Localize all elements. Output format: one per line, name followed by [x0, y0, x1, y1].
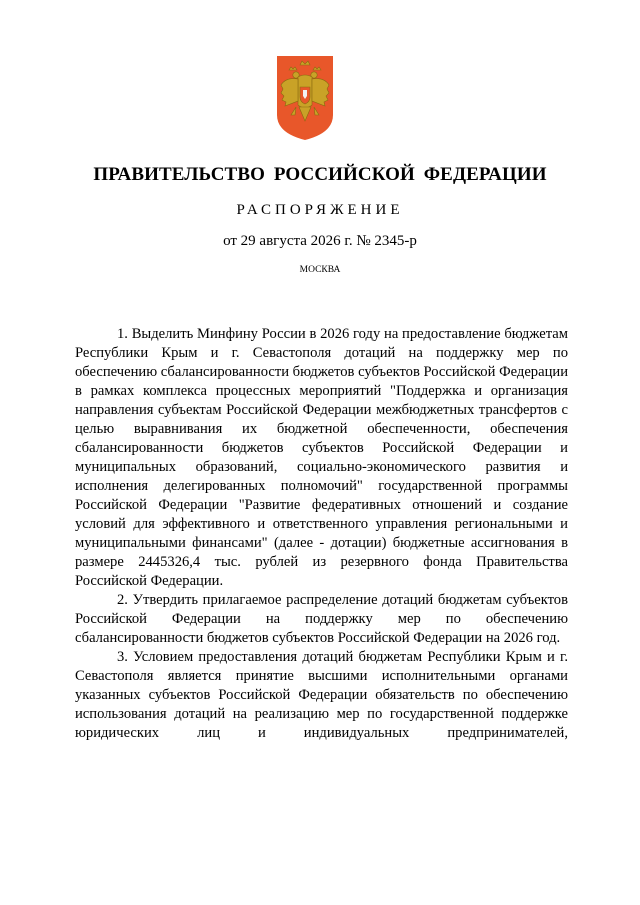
paragraph-2: 2. Утвердить прилагаемое распределение дотаций бюджетам субъектов Российской Федерации на поддержку мер по обеспечению сбалансированности бюджетов субъектов Российской Федерации на 2026 год.: [75, 592, 568, 646]
government-title: ПРАВИТЕЛЬСТВО РОССИЙСКОЙ ФЕДЕРАЦИИ: [93, 164, 547, 185]
paragraph-3: 3. Условием предоставления дотаций бюджетам Республики Крым и г. Севастополя является принятие высшими исполнительными органами указанных субъектов Российской Федерации обязательств по обеспечению использования дотаций на реализацию мер по государственной поддержке юридических лиц и индивидуальных предпринимателей,: [75, 649, 568, 741]
paragraph-1: 1. Выделить Минфину России в 2026 году на предоставление бюджетам Республики Крым и г. Севастополя дотаций на поддержку мер по обеспечению сбалансированности бюджетов субъектов Российской Федерации в рамках комплекса процессных мероприятий "Поддержка и организация направления субъектам Российской Федерации межбюджетных трансфертов с целью выравнивания их бюджетной обеспеченности, обеспечения сбалансированности бюджетов субъектов Российской Федерации и муниципальных образований, социально-экономического развития и исполнения делегированных полномочий" государственной программы Российской Федерации "Развитие федеративных отношений и создание условий для эффективного и ответственного управления региональными и муниципальными финансами" (далее - дотации) бюджетные ассигнования в размере 2445326,4 тыс. рублей из резервного фонда Правительства Российской Федерации.: [75, 326, 568, 589]
coat-of-arms-icon: [276, 55, 334, 141]
document-city: МОСКВА: [299, 265, 341, 275]
document-date-number: от 29 августа 2026 г. № 2345-р: [223, 233, 417, 249]
document-type: РАСПОРЯЖЕНИЕ: [236, 202, 404, 218]
document-body: [75, 325, 568, 743]
